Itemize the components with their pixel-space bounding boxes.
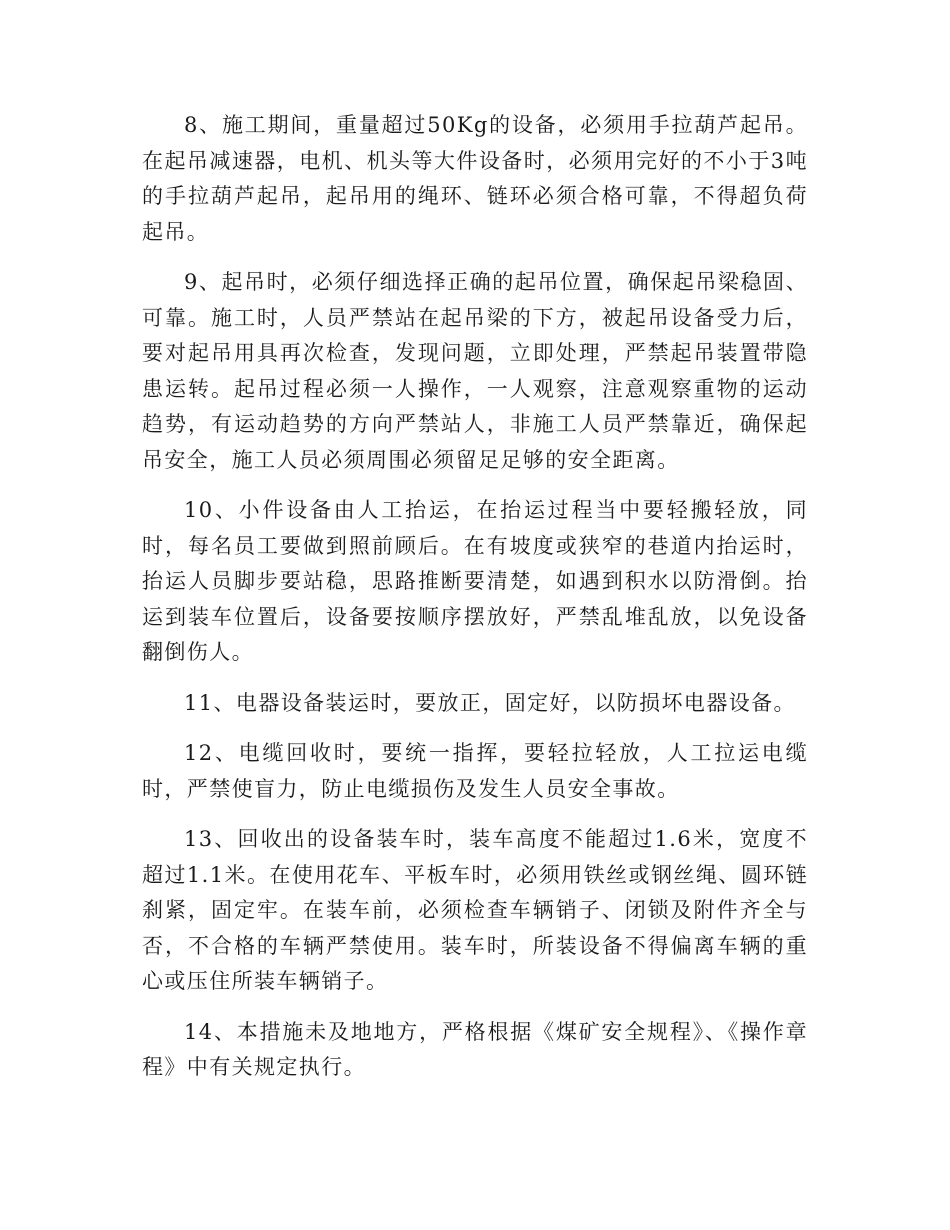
paragraph-item-14: 14、本措施未及地地方，严格根据《煤矿安全规程》、《操作章程》中有关规定执行。 — [142, 1019, 808, 1079]
paragraph-item-10: 10、小件设备由人工抬运，在抬运过程当中要轻搬轻放，同时，每名员工要做到照前顾后。在有坡度或狭窄的巷道内抬运时，抬运人员脚步要站稳，思路推断要清楚，如遇到积水以防滑倒。抬运到装车位置后，设备要按顺序摆放好，严禁乱堆乱放，以免设备翻倒伤人。 — [142, 498, 808, 664]
paragraph-item-9: 9、起吊时，必须仔细选择正确的起吊位置，确保起吊梁稳固、可靠。施工时，人员严禁站在起吊梁的下方，被起吊设备受力后，要对起吊用具再次检查，发现问题，立即处理，严禁起吊装置带隐患运转。起吊过程必须一人操作，一人观察，注意观察重物的运动趋势，有运动趋势的方向严禁站人，非施工人员严禁靠近，确保起吊安全，施工人员必须周围必须留足足够的安全距离。 — [142, 270, 808, 472]
paragraph-item-11: 11、电器设备装运时，要放正，固定好，以防损坏电器设备。 — [184, 690, 796, 715]
paragraph-item-8: 8、施工期间，重量超过50Kg的设备，必须用手拉葫芦起吊。在起吊减速器，电机、机头等大件设备时，必须用完好的不小于3吨的手拉葫芦起吊，起吊用的绳环、链环必须合格可靠，不得超负荷起吊。 — [142, 113, 808, 244]
paragraph-item-12: 12、电缆回收时，要统一指挥，要轻拉轻放，人工拉运电缆时，严禁使盲力，防止电缆损伤及发生人员安全事故。 — [142, 741, 808, 801]
paragraph-item-13: 13、回收出的设备装车时，装车高度不能超过1.6米，宽度不超过1.1米。在使用花车、平板车时，必须用铁丝或钢丝绳、圆环链刹紧，固定牢。在装车前，必须检查车辆销子、闭锁及附件齐全与否，不合格的车辆严禁使用。装车时，所装设备不得偏离车辆的重心或压住所装车辆销子。 — [142, 827, 808, 993]
document-body — [142, 108, 808, 1101]
